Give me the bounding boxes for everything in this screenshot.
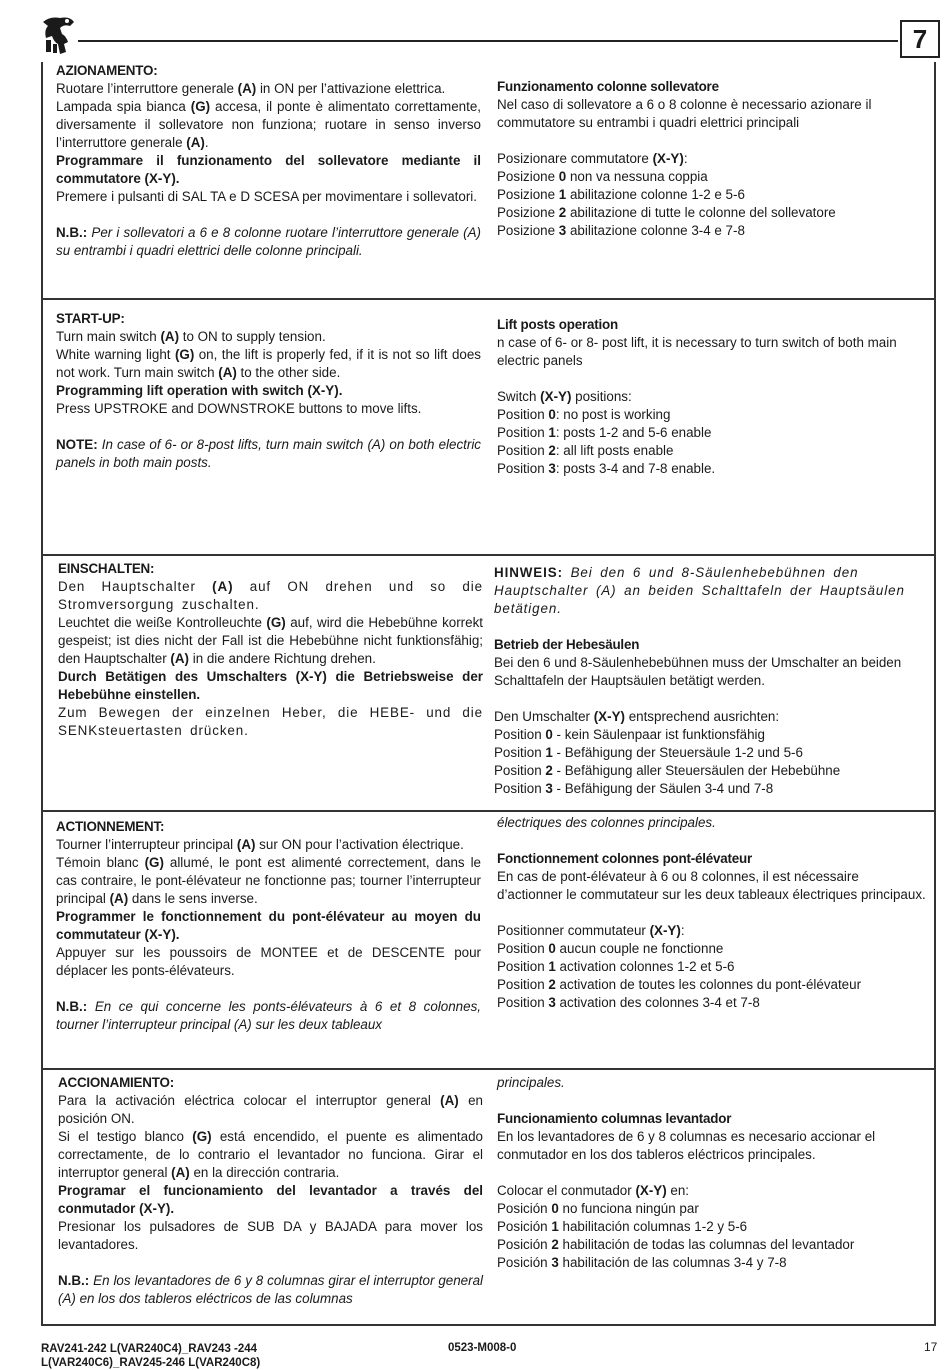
german-step-programming: Durch Betätigen des Umschalters (X-Y) die Betriebsweise der Hebebühne einstellen.: [58, 669, 483, 702]
german-startup-heading: EINSCHALTEN:: [58, 561, 155, 576]
french-position-3: Position 3 activation des colonnes 3-4 et 7-8: [497, 995, 760, 1010]
page-badge: 7: [900, 20, 940, 58]
french-startup-heading: ACTIONNEMENT:: [56, 819, 165, 834]
italian-step-switch-on: Ruotare l’interruttore generale (A) in ON per l’attivazione elettrica.: [56, 81, 446, 96]
italian-step-buttons: Premere i pulsanti di SAL TA e D SCESA per movimentare i sollevatori.: [56, 189, 477, 204]
spanish-posts-heading: Funcionamiento columnas levantador: [497, 1111, 732, 1126]
spanish-startup-heading: ACCIONAMIENTO:: [58, 1075, 174, 1090]
english-position-3: Position 3: posts 3-4 and 7-8 enable.: [497, 461, 716, 476]
french-posts-heading: Fonctionnement colonnes pont-élévateur: [497, 851, 753, 866]
italian-position-2: Posizione 2 abilitazione di tutte le colonne del sollevatore: [497, 205, 836, 220]
french-position-1: Position 1 activation colonnes 1-2 et 5-6: [497, 959, 735, 974]
spanish-step-switch-on: Para la activación eléctrica colocar el interruptor general (A) en posición ON.: [58, 1093, 483, 1126]
english-step-programming: Programming lift operation with switch (X-Y).: [56, 383, 343, 398]
italian-position-3: Posizione 3 abilitazione colonne 3-4 e 7-8: [497, 223, 745, 238]
section-divider: [41, 1068, 936, 1070]
spanish-step-warning-light: Si el testigo blanco (G) está encendido, el puente es alimentado correctamente, de lo contrario el levantador no funciona. Girar el interruptor general (A) en la dirección contraria.: [58, 1129, 483, 1180]
italian-switch-positions: Posizionare commutatore (X-Y):: [497, 151, 688, 166]
page-header: [0, 0, 950, 62]
brand-logo-icon: [40, 14, 78, 56]
french-step-buttons: Appuyer sur les poussoirs de MONTEE et de DESCENTE pour déplacer les ponts-élévateurs.: [56, 945, 481, 978]
french-position-2: Position 2 activation de toutes les colonnes du pont-élévateur: [497, 977, 862, 992]
german-left-column: [58, 560, 483, 740]
french-step-warning-light: Témoin blanc (G) allumé, le pont est alimenté correctement, dans le cas contraire, le pont-élévateur ne fonctionne pas; tourner l’interrupteur principal (A) dans le sens inverse.: [56, 855, 481, 906]
french-switch-positions: Positionner commutateur (X-Y):: [497, 923, 685, 938]
spanish-step-programming: Programar el funcionamiento del levantador a través del conmutador (X-Y).: [58, 1183, 483, 1216]
italian-position-1: Posizione 1 abilitazione colonne 1-2 e 5-6: [497, 187, 745, 202]
french-right-column: [497, 814, 927, 1012]
english-left-column: [56, 310, 481, 472]
section-divider: [41, 298, 936, 300]
german-posts-heading: Betrieb der Hebesäulen: [494, 637, 640, 652]
footer-document-code: 0523-M008-0: [448, 1342, 517, 1354]
english-posts-text: n case of 6- or 8- post lift, it is necessary to turn switch of both main electric panels: [497, 335, 897, 368]
german-position-2: Position 2 - Befähigung aller Steuersäulen der Hebebühne: [494, 763, 841, 778]
german-step-buttons: Zum Bewegen der einzelnen Heber, die HEBE- und die SENKsteuertasten drücken.: [58, 705, 483, 738]
german-position-0: Position 0 - kein Säulenpaar ist funktionsfähig: [494, 727, 765, 742]
german-step-switch-on: Den Hauptschalter (A) auf ON drehen und so die Stromversorgung zuschalten.: [58, 579, 483, 612]
spanish-switch-positions: Colocar el conmutador (X-Y) en:: [497, 1183, 690, 1198]
italian-posts-heading: Funzionamento colonne sollevatore: [497, 79, 719, 94]
header-rule: [78, 40, 898, 42]
footer-model-codes: [41, 1342, 260, 1370]
section-french: [41, 815, 936, 1068]
german-right-column: [494, 564, 924, 798]
section-divider: [41, 554, 936, 556]
italian-position-0: Posizione 0 non va nessuna coppia: [497, 169, 708, 184]
german-step-warning-light: Leuchtet die weiße Kontrolleuchte (G) auf, wird die Hebebühne korrekt gespeist; ist dies nicht der Fall ist die Hebebühne nicht funktionsfähig; den Hauptschalter (A) in die andere Richtung drehen.: [58, 615, 484, 666]
english-posts-heading: Lift posts operation: [497, 317, 618, 332]
italian-note: N.B.: Per i sollevatori a 6 e 8 colonne ruotare l’interruttore generale (A) su entrambi i quadri elettrici delle colonne principali.: [56, 225, 481, 258]
english-position-2: Position 2: all lift posts enable: [497, 443, 674, 458]
spanish-note-continued: principales.: [497, 1075, 565, 1090]
english-switch-positions: Switch (X-Y) positions:: [497, 389, 632, 404]
english-right-column: [497, 316, 927, 478]
italian-startup-heading: AZIONAMENTO:: [56, 63, 158, 78]
spanish-posts-text: En los levantadores de 6 y 8 columnas es necesario accionar el conmutador en los dos tableros eléctricos principales.: [497, 1129, 876, 1162]
italian-left-column: [56, 62, 481, 260]
german-position-3: Position 3 - Befähigung der Säulen 3-4 und 7-8: [494, 781, 774, 796]
english-position-0: Position 0: no post is working: [497, 407, 671, 422]
italian-right-column: [497, 78, 927, 240]
section-italian: [41, 62, 936, 298]
spanish-position-2: Posición 2 habilitación de todas las columnas del levantador: [497, 1237, 855, 1252]
spanish-position-0: Posición 0 no funciona ningún par: [497, 1201, 699, 1216]
french-note-continued: électriques des colonnes principales.: [497, 815, 716, 830]
french-left-column: [56, 818, 481, 1034]
italian-step-programming: Programmare il funzionamento del sollevatore mediante il commutatore (X-Y).: [56, 153, 481, 186]
english-step-buttons: Press UPSTROKE and DOWNSTROKE buttons to move lifts.: [56, 401, 422, 416]
german-position-1: Position 1 - Befähigung der Steuersäule 1-2 und 5-6: [494, 745, 803, 760]
section-divider: [41, 810, 936, 812]
german-note: HINWEIS: Bei den 6 und 8-Säulenhebebühnen den Hauptschalter (A) an beiden Schalttafeln der Hauptsäulen betätigen.: [494, 565, 905, 616]
spanish-position-1: Posición 1 habilitación columnas 1-2 y 5-6: [497, 1219, 748, 1234]
german-posts-text: Bei den 6 und 8-Säulenhebebühnen muss der Umschalter an beiden Schalttafeln der Hauptsäulen betätigt werden.: [494, 655, 902, 688]
italian-posts-text: Nel caso di sollevatore a 6 o 8 colonne è necessario azionare il commutatore su entrambi i quadri elettrici principali: [497, 97, 872, 130]
english-step-switch-on: Turn main switch (A) to ON to supply tension.: [56, 329, 326, 344]
french-posts-text: En cas de pont-élévateur à 6 ou 8 colonnes, il est nécessaire d’actionner le commutateur sur les deux tableaux électriques principaux.: [497, 869, 926, 902]
english-note: NOTE: In case of 6- or 8-post lifts, turn main switch (A) on both electric panels in both main posts.: [56, 437, 481, 470]
french-step-programming: Programmer le fonctionnement du pont-élévateur au moyen du commutateur (X-Y).: [56, 909, 481, 942]
french-step-switch-on: Tourner l’interrupteur principal (A) sur ON pour l’activation électrique.: [56, 837, 464, 852]
italian-step-warning-light: Lampada spia bianca (G) accesa, il ponte è alimentato correttamente, diversamente il sollevatore non funziona; ruotare in senso inverso l’interruttore generale (A).: [56, 99, 481, 150]
spanish-right-column: [497, 1074, 927, 1272]
spanish-note: N.B.: En los levantadores de 6 y 8 columnas girar el interruptor general (A) en los dos tableros eléctricos de las columnas: [58, 1273, 483, 1306]
spanish-left-column: [58, 1074, 483, 1308]
spanish-step-buttons: Presionar los pulsadores de SUB DA y BAJADA para mover los levantadores.: [58, 1219, 483, 1252]
section-english: [41, 310, 936, 554]
footer-model-line-2: L(VAR240C6)_RAV245-246 L(VAR240C8): [41, 1357, 261, 1369]
english-startup-heading: START-UP:: [56, 311, 125, 326]
footer-page-number: 17: [924, 1340, 938, 1354]
english-position-1: Position 1: posts 1-2 and 5-6 enable: [497, 425, 712, 440]
spanish-position-3: Posición 3 habilitación de las columnas 3-4 y 7-8: [497, 1255, 787, 1270]
section-german: [41, 560, 936, 810]
french-note: N.B.: En ce qui concerne les ponts-élévateurs à 6 et 8 colonnes, tourner l’interrupteur principal (A) sur les deux tableaux: [56, 999, 481, 1032]
english-step-warning-light: White warning light (G) on, the lift is properly fed, if it is not so lift does not work. Turn main switch (A) to the other side.: [56, 347, 481, 380]
section-spanish: [41, 1074, 936, 1324]
french-position-0: Position 0 aucun couple ne fonctionne: [497, 941, 724, 956]
german-switch-positions: Den Umschalter (X-Y) entsprechend ausrichten:: [494, 709, 780, 724]
footer-model-line-1: RAV241-242 L(VAR240C4)_RAV243 -244: [41, 1343, 258, 1355]
